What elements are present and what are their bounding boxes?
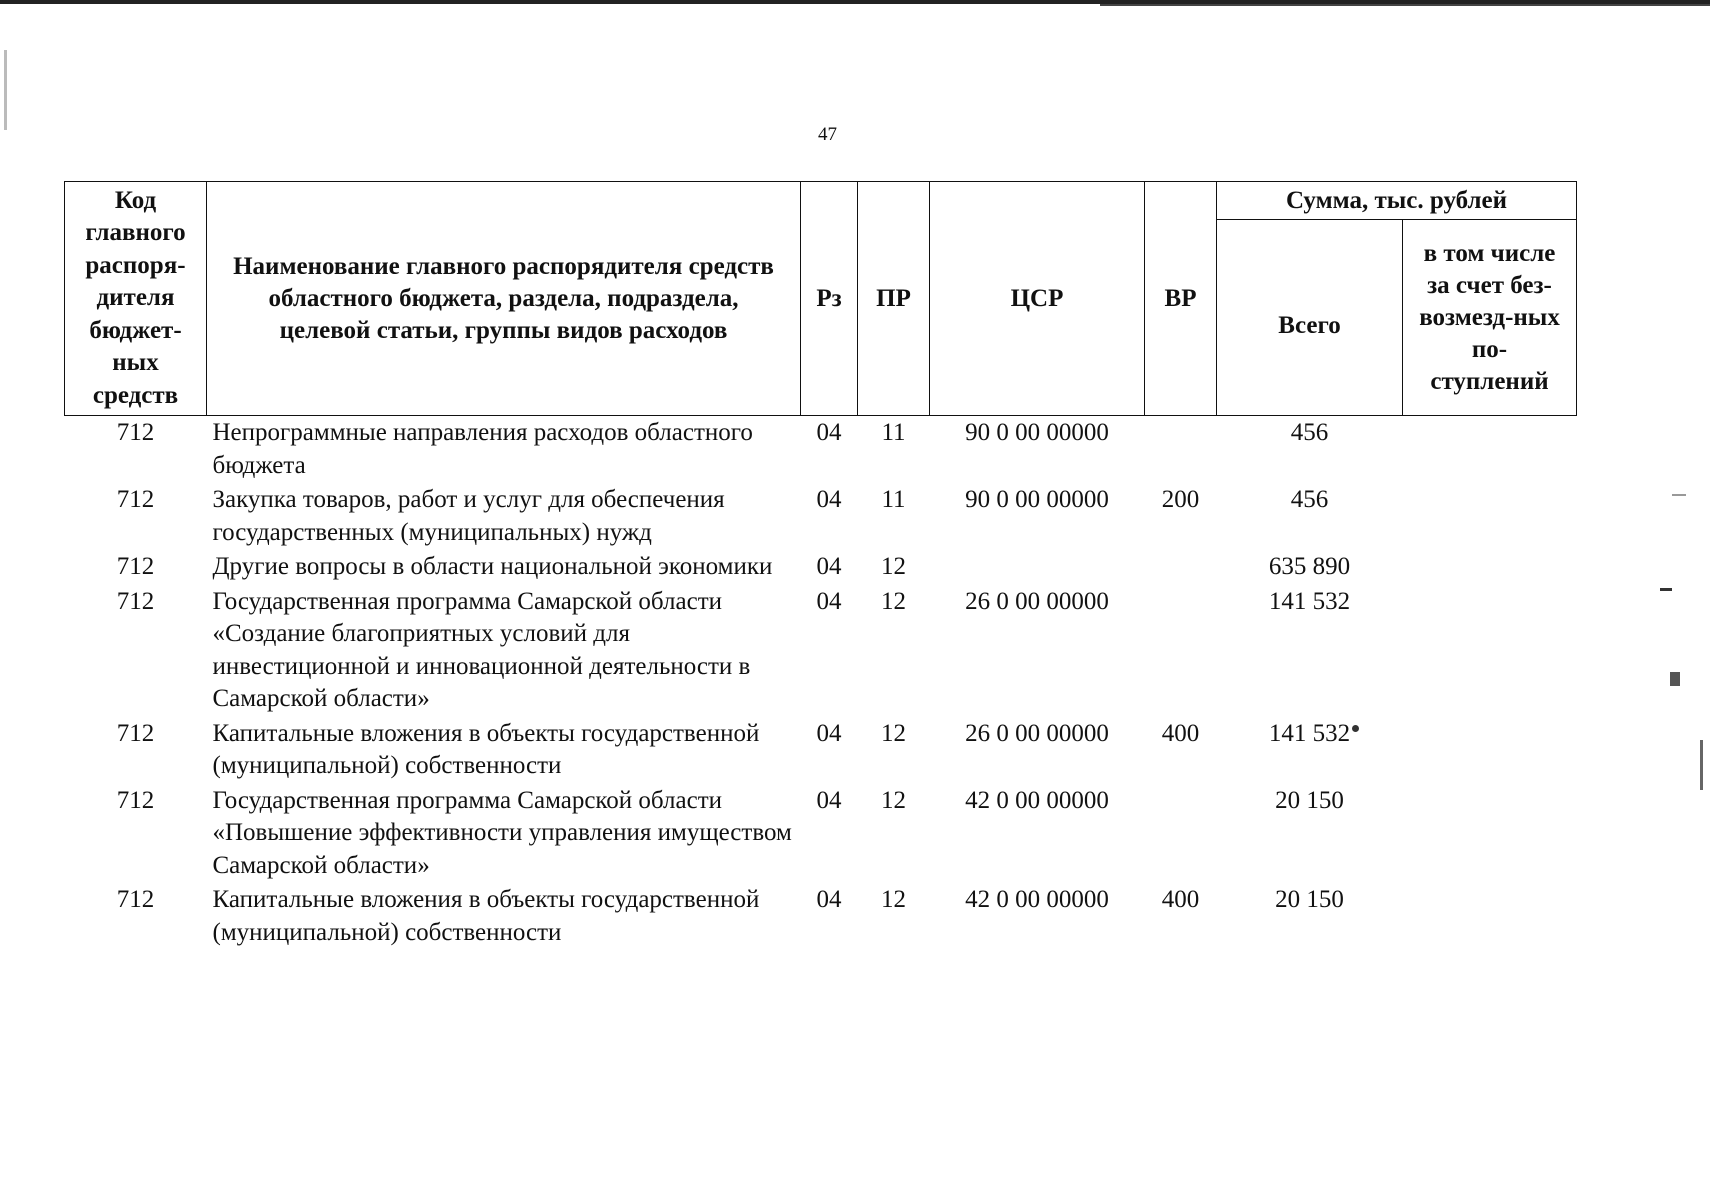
- cell-total: 456: [1290, 419, 1329, 446]
- header-rz: Рз: [801, 182, 858, 416]
- cell-code: 712: [116, 553, 155, 580]
- cell-rz: 04: [816, 786, 842, 814]
- cell-vr: [1145, 416, 1217, 484]
- cell-csr: 26 0 00 00000: [965, 719, 1109, 747]
- cell-name: Непрограммные направления расходов областного бюджета: [212, 419, 753, 479]
- cell-rz: 04: [816, 553, 842, 580]
- cell-gratuitous: [1403, 585, 1577, 717]
- cell-total: 141 532: [1268, 719, 1351, 747]
- cell-csr: 26 0 00 00000: [965, 587, 1109, 615]
- cell-gratuitous: [1403, 416, 1577, 484]
- header-name: Наименование главного распорядителя средств областного бюджета, раздела, подраздела, целевой статьи, группы видов расходов: [207, 182, 801, 416]
- cell-vr: [1145, 585, 1217, 717]
- cell-name: Государственная программа Самарской области «Создание благоприятных условий для инвестиционной и инновационной деятельности в Самарской области»: [212, 587, 751, 712]
- cell-csr: 42 0 00 00000: [965, 886, 1109, 913]
- cell-vr: [1145, 550, 1217, 585]
- table-row: [65, 483, 1577, 550]
- table-row: [65, 585, 1577, 717]
- cell-code: 712: [116, 486, 155, 513]
- cell-vr: 400: [1161, 886, 1200, 913]
- cell-gratuitous: [1403, 883, 1577, 950]
- cell-code: 712: [116, 786, 155, 814]
- cell-name: Закупка товаров, работ и услуг для обеспечения государственных (муниципальных) нужд: [212, 486, 725, 546]
- cell-csr: 42 0 00 00000: [965, 786, 1109, 814]
- table-header: [65, 182, 1577, 416]
- table-row: [65, 550, 1577, 585]
- header-total: Всего: [1217, 220, 1403, 416]
- cell-pr: 11: [881, 419, 906, 446]
- table-row: [65, 883, 1577, 950]
- cell-name: Государственная программа Самарской области «Повышение эффективности управления имуществом Самарской области»: [212, 786, 792, 879]
- cell-vr: 200: [1161, 486, 1200, 513]
- cell-name: Капитальные вложения в объекты государственной (муниципальной) собственности: [212, 719, 760, 779]
- cell-code: 712: [116, 587, 155, 615]
- header-csr: ЦСР: [930, 182, 1145, 416]
- cell-pr: 12: [881, 553, 906, 580]
- cell-code: 712: [116, 886, 155, 913]
- cell-pr: 12: [881, 719, 906, 747]
- cell-code: 712: [116, 719, 155, 747]
- header-code: Код главного распоря-дителя бюджет-ных средств: [65, 182, 207, 416]
- cell-pr: 12: [881, 786, 906, 814]
- cell-gratuitous: [1403, 784, 1577, 884]
- cell-rz: 04: [816, 719, 842, 747]
- cell-total: 20 150: [1275, 786, 1344, 814]
- page-number: 47: [818, 124, 837, 145]
- header-vr: ВР: [1145, 182, 1217, 416]
- cell-rz: 04: [816, 486, 842, 513]
- cell-csr: 90 0 00 00000: [965, 419, 1109, 446]
- cell-pr: 11: [881, 486, 906, 513]
- table-body: [65, 416, 1577, 951]
- cell-csr: [930, 550, 1145, 585]
- scan-edge-mark: [1660, 588, 1672, 591]
- table-row: [65, 784, 1577, 884]
- cell-rz: 04: [816, 587, 842, 615]
- cell-gratuitous: [1403, 483, 1577, 550]
- header-pr: ПР: [858, 182, 930, 416]
- scan-top-edge-secondary: [1100, 4, 1710, 6]
- cell-gratuitous: [1403, 550, 1577, 585]
- header-gratuitous: в том числе за счет без-возмезд-ных по-ступлений: [1403, 220, 1577, 416]
- budget-table: [64, 181, 1577, 950]
- scan-edge-mark: [1672, 494, 1686, 496]
- cell-total: 456: [1290, 486, 1329, 513]
- cell-gratuitous: [1403, 717, 1577, 784]
- cell-code: 712: [116, 419, 155, 446]
- scan-speck: [1352, 725, 1359, 732]
- cell-name: Капитальные вложения в объекты государственной (муниципальной) собственности: [212, 886, 760, 946]
- table-row: [65, 717, 1577, 784]
- cell-pr: 12: [881, 587, 906, 615]
- cell-total: 635 890: [1268, 553, 1351, 580]
- cell-rz: 04: [816, 419, 842, 446]
- header-sum-group: Сумма, тыс. рублей: [1217, 182, 1577, 220]
- cell-csr: 90 0 00 00000: [965, 486, 1109, 513]
- cell-total: 20 150: [1275, 886, 1344, 913]
- table-row: [65, 416, 1577, 484]
- cell-rz: 04: [816, 886, 842, 913]
- cell-vr: [1145, 784, 1217, 884]
- scan-edge-mark: [1670, 672, 1680, 686]
- scan-edge-mark: [1700, 740, 1703, 790]
- cell-name: Другие вопросы в области национальной экономики: [212, 553, 773, 580]
- cell-total: 141 532: [1268, 587, 1351, 615]
- scan-edge-mark: [4, 50, 7, 130]
- cell-pr: 12: [881, 886, 906, 913]
- cell-vr: 400: [1161, 719, 1200, 747]
